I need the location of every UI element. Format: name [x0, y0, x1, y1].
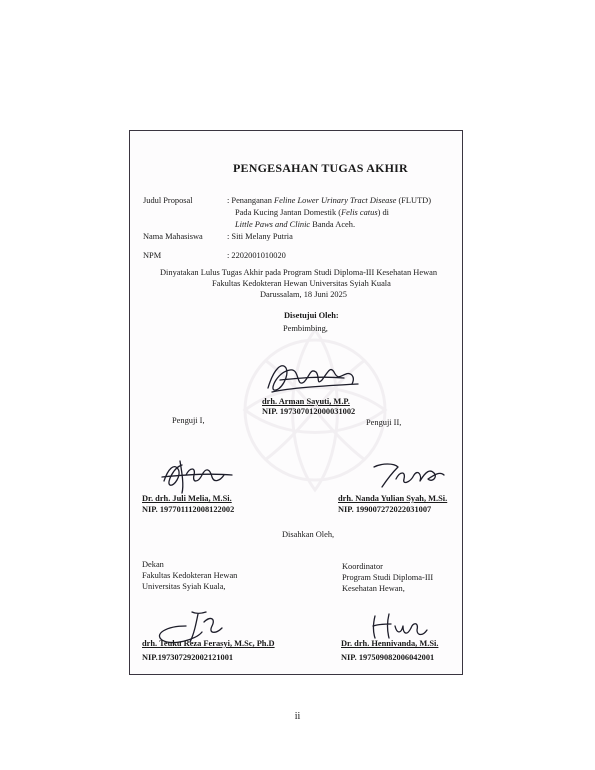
- statement-line-1: Dinyatakan Lulus Tugas Akhir pada Program Studi Diploma-III Kesehatan Hewan: [160, 268, 438, 277]
- judul-line-1-post: (FLUTD): [396, 196, 432, 205]
- koordinator-line-1: Koordinator: [342, 562, 383, 571]
- penguji-1-nip: NIP. 197701112008122002: [142, 505, 235, 514]
- npm-label: NPM: [143, 251, 162, 260]
- nama-value: : Siti Melany Putria: [227, 232, 293, 241]
- penguji-2-label: Penguji II,: [366, 418, 402, 427]
- judul-line-1-pre: : Penanganan: [227, 196, 274, 205]
- dekan-line-1: Dekan: [142, 560, 164, 569]
- statement-line-3: Darussalam, 18 Juni 2025: [260, 290, 347, 299]
- judul-line-3: [235, 220, 355, 230]
- pembimbing-label: Pembimbing,: [283, 324, 328, 333]
- judul-line-2: [235, 208, 389, 218]
- npm-value: : 2202001010020: [227, 251, 286, 260]
- judul-line-1-italic: Feline Lower Urinary Tract Disease: [273, 196, 397, 205]
- dekan-line-3: Universitas Syiah Kuala,: [142, 582, 226, 591]
- judul-label: Judul Proposal: [143, 196, 193, 205]
- penguji-2-nip: NIP. 199007272022031007: [338, 505, 432, 514]
- penguji-1-name: Dr. drh. Juli Melia, M.Si.: [142, 494, 232, 503]
- dekan-nip: NIP.197307292002121001: [142, 653, 234, 662]
- dekan-name: drh. Teuku Reza Ferasyi, M.Sc, Ph.D: [142, 639, 275, 648]
- pembimbing-name: drh. Arman Sayuti, M.P.: [262, 397, 350, 406]
- approved-heading: Disetujui Oleh:: [284, 311, 339, 320]
- penguji-2-name: drh. Nanda Yulian Syah, M.Si.: [338, 494, 448, 503]
- penguji-2-signature: [368, 457, 448, 491]
- judul-line-3-post: Banda Aceh.: [310, 220, 356, 229]
- pembimbing-signature: [260, 358, 370, 400]
- ratified-heading: Disahkan Oleh,: [282, 530, 335, 539]
- judul-line-1: [227, 196, 431, 206]
- koordinator-nip: NIP. 197509082006042001: [341, 653, 435, 662]
- penguji-1-label: Penguji I,: [172, 416, 205, 425]
- koordinator-name: Dr. drh. Hennivanda, M.Si.: [341, 639, 439, 648]
- judul-line-3-italic: Little Paws and Clinic: [235, 220, 311, 229]
- koordinator-line-3: Kesehatan Hewan,: [342, 584, 405, 593]
- nama-label: Nama Mahasiswa: [143, 232, 203, 241]
- koordinator-line-2: Program Studi Diploma-III: [342, 573, 434, 582]
- statement-line-2: Fakultas Kedokteran Hewan Universitas Syiah Kuala: [212, 279, 391, 288]
- judul-line-2-pre: Pada Kucing Jantan Domestik (: [235, 208, 342, 217]
- judul-line-2-italic: Felis catus: [341, 208, 378, 217]
- pembimbing-nip: NIP. 197307012000031002: [262, 407, 356, 416]
- judul-line-2-post: ) di: [377, 208, 389, 217]
- dekan-line-2: Fakultas Kedokteran Hewan: [142, 571, 238, 580]
- document-title: PENGESAHAN TUGAS AKHIR: [233, 161, 408, 175]
- page-number: ii: [294, 711, 301, 722]
- penguji-1-signature: [158, 455, 238, 495]
- koordinator-signature: [365, 610, 435, 642]
